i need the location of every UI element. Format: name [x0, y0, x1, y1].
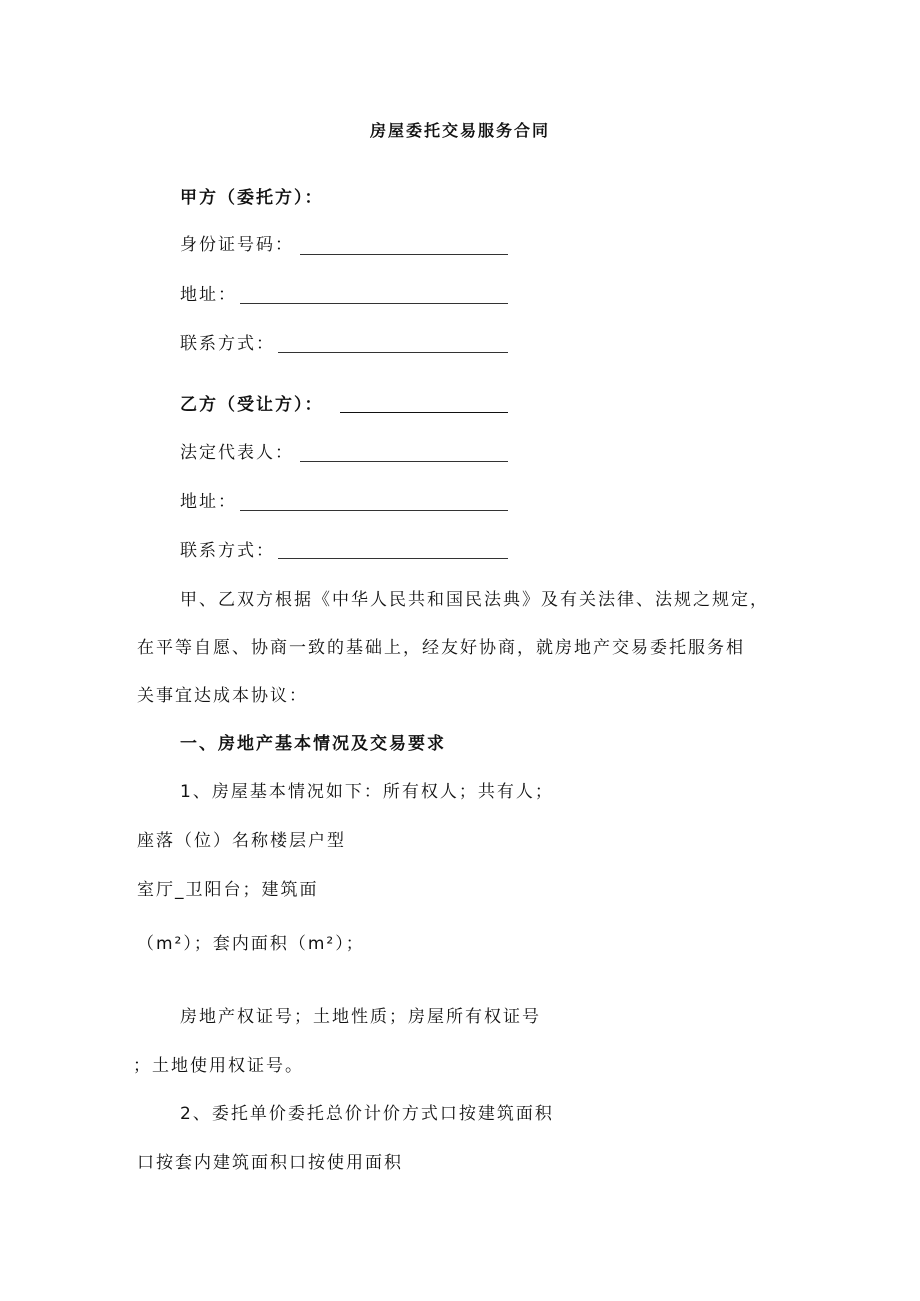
section-1-heading: 一、房地产基本情况及交易要求: [180, 734, 446, 754]
party-a-heading: 甲方（委托方）：: [180, 188, 324, 208]
party-b-contact-label: 联系方式：: [180, 541, 275, 561]
party-b-heading: 乙方（受让方）：: [180, 395, 324, 415]
party-a-address-label: 地址：: [180, 285, 237, 305]
party-a-contact-label: 联系方式：: [180, 334, 275, 354]
party-b-address-label: 地址：: [180, 492, 237, 512]
item-1-line-1: 1、房屋基本情况如下：所有权人；共有人；: [180, 782, 554, 802]
intro-line-3: 关事宜达成本协议：: [137, 686, 308, 706]
item-1-line-3: 室厅_卫阳台；建筑面: [137, 880, 319, 900]
item-2-line-2: 口按套内建筑面积口按使用面积: [137, 1153, 403, 1173]
party-b-address-field[interactable]: [240, 510, 508, 511]
item-1-line-2: 座落（位）名称楼层户型: [137, 831, 346, 851]
party-a-contact-field[interactable]: [278, 352, 508, 353]
party-a-id-label: 身份证号码：: [180, 235, 294, 255]
party-a-id-field[interactable]: [300, 254, 508, 255]
item-2-line-1: 2、委托单价委托总价计价方式口按建筑面积: [180, 1104, 554, 1124]
party-b-name-field[interactable]: [340, 412, 508, 413]
party-a-address-field[interactable]: [240, 303, 508, 304]
party-b-rep-field[interactable]: [300, 461, 508, 462]
item-1-line-4: （m²）；套内面积（m²）；: [137, 934, 365, 954]
intro-line-2: 在平等自愿、协商一致的基础上，经友好协商，就房地产交易委托服务相: [137, 638, 745, 658]
document-title: 房屋委托交易服务合同: [369, 121, 550, 140]
party-b-contact-field[interactable]: [278, 558, 508, 559]
item-1-line-6: ；土地使用权证号。: [133, 1056, 304, 1076]
party-b-rep-label: 法定代表人：: [180, 443, 294, 463]
item-1-line-5: 房地产权证号；土地性质；房屋所有权证号: [180, 1007, 541, 1027]
intro-line-1: 甲、乙双方根据《中华人民共和国民法典》及有关法律、法规之规定，: [180, 590, 769, 610]
